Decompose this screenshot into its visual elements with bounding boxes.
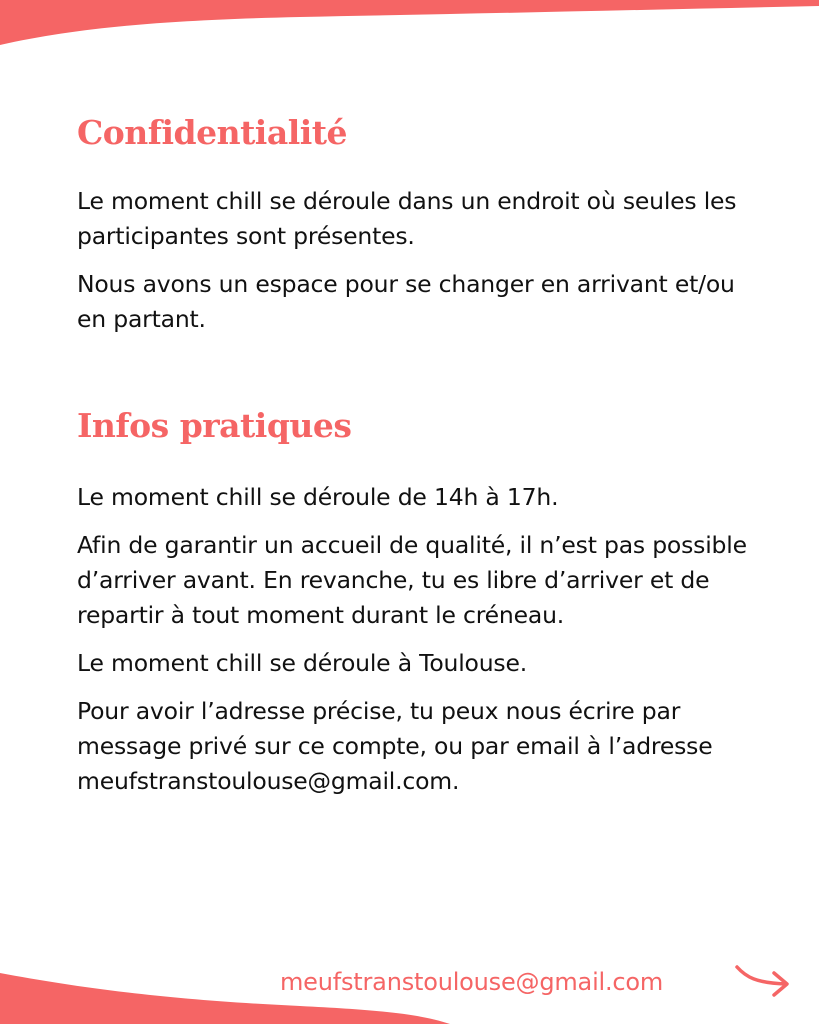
practical-info-paragraph-1: Le moment chill se déroule de 14h à 17h. <box>77 483 559 511</box>
confidentiality-paragraph-2: Nous avons un espace pour se changer en arrivant et/ou en partant. <box>77 270 735 333</box>
footer-email[interactable]: meufstranstoulouse@gmail.com <box>280 968 664 996</box>
confidentiality-section <box>77 113 757 337</box>
practical-info-paragraph-3: Le moment chill se déroule à Toulouse. <box>77 649 527 677</box>
practical-info-paragraph-2: Afin de garantir un accueil de qualité, il n’est pas possible d’arriver avant. En revanche, tu es libre d’arriver et de repartir à tout moment durant le créneau. <box>77 531 747 629</box>
practical-info-section <box>77 406 757 799</box>
confidentiality-heading: Confidentialité <box>77 113 348 152</box>
arrow-right-curved-icon <box>734 962 792 998</box>
top-wave-decoration <box>0 0 819 48</box>
practical-info-paragraph-4: Pour avoir l’adresse précise, tu peux nous écrire par message privé sur ce compte, ou par email à l’adresse meufstranstoulouse@gmail.com. <box>77 697 713 795</box>
practical-info-heading: Infos pratiques <box>77 406 352 445</box>
top-wave-shape <box>0 0 819 45</box>
confidentiality-paragraph-1: Le moment chill se déroule dans un endroit où seules les participantes sont présentes. <box>77 187 737 250</box>
